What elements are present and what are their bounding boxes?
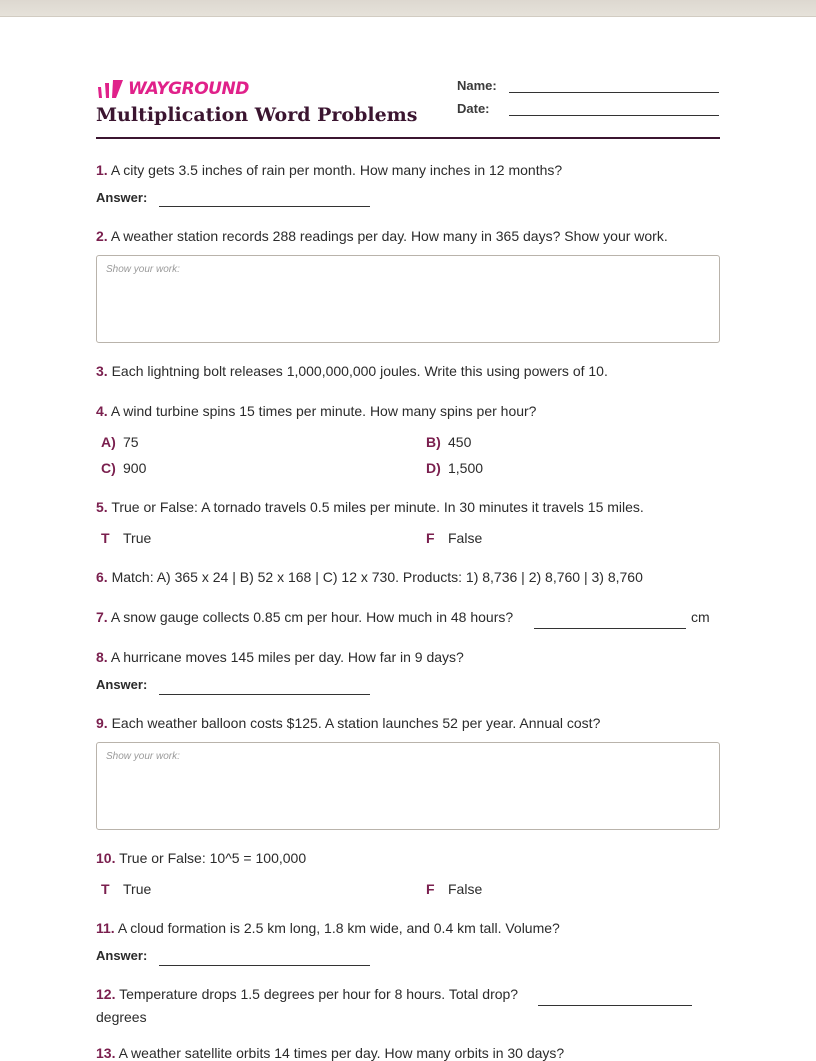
answer-label: Answer:: [96, 948, 148, 963]
question-text: A city gets 3.5 inches of rain per month. How many inches in 12 months?: [110, 162, 563, 178]
question-text: A wind turbine spins 15 times per minute. How many spins per hour?: [110, 403, 537, 419]
option-text: 900: [123, 460, 147, 476]
question-text: Temperature drops 1.5 degrees per hour for 8 hours. Total drop?: [119, 986, 519, 1002]
option-text: True: [123, 881, 152, 897]
question-6: [96, 569, 643, 585]
question-number: 13.: [96, 1045, 116, 1061]
option-text: 450: [448, 434, 472, 450]
option-text: False: [448, 881, 483, 897]
work-box-9[interactable]: [96, 742, 720, 830]
question-number: 6.: [96, 569, 108, 585]
work-placeholder: Show your work:: [106, 751, 180, 762]
answer-line-11[interactable]: [159, 964, 370, 966]
date-line[interactable]: [509, 101, 719, 116]
question-text: A hurricane moves 145 miles per day. How far in 9 days?: [110, 649, 464, 665]
question-number: 3.: [96, 363, 108, 379]
question-text: Each lightning bolt releases 1,000,000,000 joules. Write this using powers of 10.: [111, 363, 608, 379]
question-text: True or False: A tornado travels 0.5 miles per minute. In 30 minutes it travels 15 miles.: [111, 499, 644, 515]
question-text: A weather satellite orbits 14 times per day. How many orbits in 30 days?: [118, 1045, 565, 1061]
question-13: [96, 1045, 564, 1061]
header-divider: [96, 137, 720, 139]
question-10: [96, 850, 306, 866]
answer-line-12[interactable]: [538, 1004, 692, 1006]
option-letter: C): [101, 460, 116, 476]
question-text: A cloud formation is 2.5 km long, 1.8 km wide, and 0.4 km tall. Volume?: [117, 920, 560, 936]
date-label: Date:: [457, 101, 490, 116]
page-top-bar: [0, 0, 816, 17]
question-4: [96, 403, 536, 419]
question-number: 2.: [96, 228, 108, 244]
option-text: 1,500: [448, 460, 484, 476]
question-1: [96, 162, 562, 178]
work-box-2[interactable]: [96, 255, 720, 343]
option-letter: F: [426, 530, 435, 546]
question-number: 10.: [96, 850, 116, 866]
answer-label: Answer:: [96, 190, 148, 205]
brand-logo: [96, 78, 249, 100]
option-false[interactable]: [426, 530, 482, 546]
question-number: 8.: [96, 649, 108, 665]
option-text: False: [448, 530, 483, 546]
question-12: [96, 986, 518, 1002]
option-text: 75: [123, 434, 139, 450]
option-text: True: [123, 530, 152, 546]
question-text: Each weather balloon costs $125. A station launches 52 per year. Annual cost?: [111, 715, 601, 731]
option-true[interactable]: [101, 530, 151, 546]
answer-line-8[interactable]: [159, 693, 370, 695]
name-line[interactable]: [509, 78, 719, 93]
option-true[interactable]: [101, 881, 151, 897]
question-11: [96, 920, 560, 936]
question-text: Match: A) 365 x 24 | B) 52 x 168 | C) 12 x 730. Products: 1) 8,736 | 2) 8,760 | 3) 8,760: [111, 569, 643, 585]
question-3: [96, 363, 608, 379]
question-text: A snow gauge collects 0.85 cm per hour. How much in 48 hours?: [110, 609, 514, 625]
answer-line-7[interactable]: [534, 627, 686, 629]
question-number: 12.: [96, 986, 116, 1002]
option-c[interactable]: [101, 460, 146, 476]
option-a[interactable]: [101, 434, 139, 450]
answer-label: Answer:: [96, 677, 148, 692]
option-letter: A): [101, 434, 116, 450]
wayground-logo-icon: [96, 79, 124, 99]
question-number: 7.: [96, 609, 108, 625]
question-2: [96, 228, 668, 244]
name-field[interactable]: [457, 78, 719, 93]
option-letter: F: [426, 881, 435, 897]
question-text: A weather station records 288 readings per day. How many in 365 days? Show your work.: [110, 228, 668, 244]
work-placeholder: Show your work:: [106, 264, 180, 275]
worksheet-title: Multiplication Word Problems: [96, 104, 418, 126]
question-number: 11.: [96, 920, 115, 936]
option-letter: D): [426, 460, 441, 476]
answer-line-1[interactable]: [159, 205, 370, 207]
option-letter: T: [101, 881, 110, 897]
option-letter: B): [426, 434, 441, 450]
question-number: 9.: [96, 715, 108, 731]
question-9: [96, 715, 600, 731]
brand-name: WAYGROUND: [128, 79, 249, 99]
option-b[interactable]: [426, 434, 471, 450]
option-d[interactable]: [426, 460, 483, 476]
question-8: [96, 649, 464, 665]
date-field[interactable]: [457, 101, 719, 116]
question-number: 1.: [96, 162, 108, 178]
question-number: 5.: [96, 499, 108, 515]
unit-label: cm: [691, 609, 710, 625]
question-number: 4.: [96, 403, 108, 419]
unit-label: degrees: [96, 1009, 147, 1025]
question-7: [96, 609, 513, 625]
option-letter: T: [101, 530, 110, 546]
question-5: [96, 499, 644, 515]
option-false[interactable]: [426, 881, 482, 897]
name-label: Name:: [457, 78, 497, 93]
question-text: True or False: 10^5 = 100,000: [119, 850, 307, 866]
